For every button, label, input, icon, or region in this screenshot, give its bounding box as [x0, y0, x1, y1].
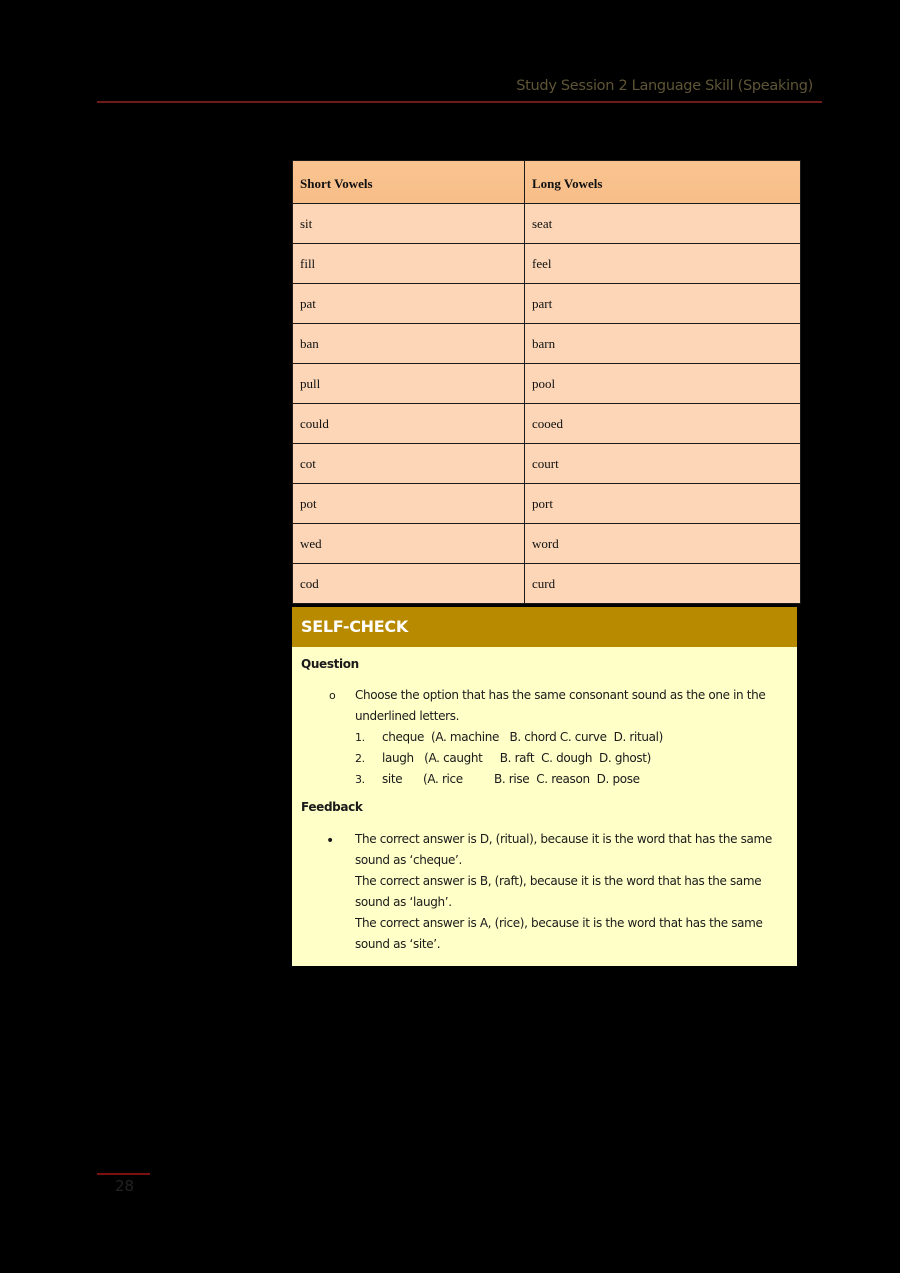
long-vowel-cell: word	[525, 524, 801, 564]
short-vowel-cell: sit	[293, 204, 525, 244]
long-vowel-cell: part	[525, 284, 801, 324]
page-number: 28	[115, 1177, 135, 1195]
short-vowel-cell: ban	[293, 324, 525, 364]
feedback-label: Feedback	[301, 800, 363, 814]
column-header-long-vowels: Long Vowels	[525, 161, 801, 204]
question-label: Question	[301, 657, 359, 671]
long-vowel-cell: barn	[525, 324, 801, 364]
long-vowel-cell: cooed	[525, 404, 801, 444]
option-text: laugh (A. caught B. raft C. dough D. ghost)	[382, 751, 651, 765]
header-divider	[97, 101, 822, 103]
feedback-item: The correct answer is B, (raft), because it is the word that has the same sound as ‘laugh’.	[355, 874, 762, 909]
vowel-table	[292, 160, 801, 604]
self-check-box	[292, 607, 797, 966]
long-vowel-cell: seat	[525, 204, 801, 244]
option-number: 3.	[355, 773, 365, 786]
option-item	[355, 727, 663, 748]
short-vowel-cell: pat	[293, 284, 525, 324]
table-row	[293, 204, 801, 244]
table-row	[293, 324, 801, 364]
table-header-row	[293, 161, 801, 204]
long-vowel-cell: port	[525, 484, 801, 524]
table-row	[293, 444, 801, 484]
table-row	[293, 364, 801, 404]
short-vowel-cell: cot	[293, 444, 525, 484]
column-header-short-vowels: Short Vowels	[293, 161, 525, 204]
hollow-bullet-icon: o	[329, 689, 336, 702]
long-vowel-cell: court	[525, 444, 801, 484]
feedback-item: The correct answer is D, (ritual), because it is the word that has the same sound as ‘cheque’.	[355, 832, 772, 867]
table-row	[293, 564, 801, 604]
long-vowel-cell: feel	[525, 244, 801, 284]
option-item	[355, 748, 651, 769]
footer-divider	[97, 1173, 150, 1175]
feedback-item: The correct answer is A, (rice), because it is the word that has the same sound as ‘site’.	[355, 916, 763, 951]
option-number: 1.	[355, 731, 365, 744]
self-check-title: SELF-CHECK	[292, 607, 797, 647]
option-text: site (A. rice B. rise C. reason D. pose	[382, 772, 640, 786]
bullet-icon: •	[326, 833, 334, 849]
feedback-list	[355, 829, 787, 955]
option-item	[355, 769, 640, 790]
short-vowel-cell: pull	[293, 364, 525, 404]
option-text: cheque (A. machine B. chord C. curve D. ritual)	[382, 730, 663, 744]
table-row	[293, 284, 801, 324]
table-row	[293, 524, 801, 564]
running-header: Study Session 2 Language Skill (Speaking)	[516, 78, 813, 94]
table-row	[293, 244, 801, 284]
question-text: Choose the option that has the same consonant sound as the one in the underlined letters.	[355, 688, 766, 723]
short-vowel-cell: pot	[293, 484, 525, 524]
long-vowel-cell: pool	[525, 364, 801, 404]
table-row	[293, 484, 801, 524]
short-vowel-cell: could	[293, 404, 525, 444]
short-vowel-cell: wed	[293, 524, 525, 564]
short-vowel-cell: cod	[293, 564, 525, 604]
short-vowel-cell: fill	[293, 244, 525, 284]
long-vowel-cell: curd	[525, 564, 801, 604]
table-row	[293, 404, 801, 444]
option-number: 2.	[355, 752, 365, 765]
